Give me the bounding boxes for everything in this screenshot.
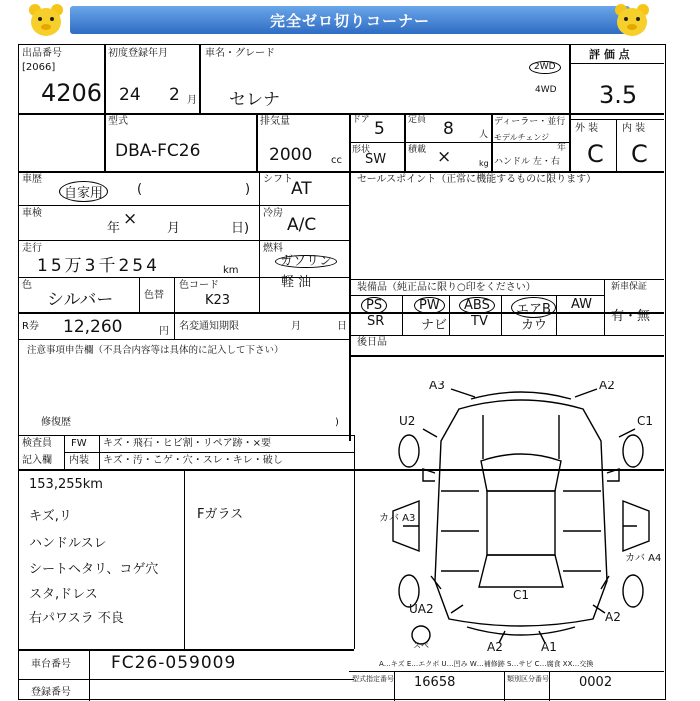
note-line-2: キズ,リ bbox=[29, 509, 72, 524]
damage-mark-left-side: カバ A3 bbox=[379, 513, 416, 524]
displacement-label: 排気量 bbox=[260, 116, 290, 127]
inspector-exterior-items: キズ・飛石・ヒビ割・リペア跡・×要 bbox=[103, 438, 271, 449]
chassis-number: FC26-059009 bbox=[111, 653, 237, 673]
door-value: 5 bbox=[374, 119, 385, 139]
registration-month: 2 bbox=[169, 85, 180, 105]
shift-label: シフト bbox=[263, 174, 293, 185]
drive-2wd: 2WD bbox=[529, 61, 561, 74]
notice-day: 日 bbox=[337, 321, 347, 332]
class-number-label: 類別区分番号 bbox=[507, 675, 549, 683]
damage-legend: A…キズ E…エクボ U…凹み W…補修跡 S…サビ C…腐食 XX…交換 bbox=[379, 660, 594, 668]
fuel-label: 燃料 bbox=[263, 243, 283, 254]
model-change-year: 年 bbox=[557, 143, 567, 153]
load-value: × bbox=[437, 147, 452, 167]
ac-value: A/C bbox=[287, 215, 317, 235]
equip-abs: ABS bbox=[459, 297, 495, 314]
exterior-grade: C bbox=[587, 140, 604, 168]
capacity-label: 定員 bbox=[408, 115, 427, 125]
bear-mascot-icon bbox=[612, 2, 652, 38]
first-registration-label: 初度登録年月 bbox=[108, 48, 168, 59]
repair-history-close: ) bbox=[335, 417, 339, 428]
damage-mark-right-fender: C1 bbox=[637, 414, 654, 428]
load-label: 積載 bbox=[408, 145, 427, 155]
usage-value: 自家用 bbox=[59, 181, 108, 202]
later-items-label: 後日品 bbox=[357, 337, 387, 348]
load-unit: kg bbox=[479, 159, 489, 168]
equip-ps: PS bbox=[361, 297, 387, 314]
shape-value: SW bbox=[365, 152, 387, 167]
new-car-warranty-label: 新車保証 bbox=[611, 282, 648, 292]
equip-sr: SR bbox=[367, 314, 385, 329]
color-code-label: 色コード bbox=[179, 280, 219, 291]
form-number-label: 型式指定番号 bbox=[352, 675, 394, 683]
displacement-unit: cc bbox=[331, 155, 342, 166]
registration-number-label: 登録番号 bbox=[31, 687, 71, 698]
note-line-1: 153,255km bbox=[29, 477, 103, 492]
spare-label: スペ bbox=[413, 641, 429, 650]
chassis-number-label: 車台番号 bbox=[31, 659, 71, 670]
history-label: 車歴 bbox=[22, 174, 42, 185]
sales-point-label: セールスポイント（正常に機能するものに限ります） bbox=[357, 174, 597, 185]
recycle-label: R券 bbox=[22, 321, 39, 332]
fuel-gasoline: ガソリン bbox=[275, 255, 337, 268]
inspection-label: 車検 bbox=[22, 208, 42, 219]
class-number-value: 0002 bbox=[579, 675, 613, 690]
equipment-label: 装備品（純正品に限り○印をください） bbox=[357, 282, 536, 293]
score-label: 評 価 点 bbox=[589, 48, 630, 61]
exterior-label: 外 装 bbox=[575, 123, 599, 134]
registration-month-unit: 月 bbox=[187, 95, 197, 106]
form-number-value: 16658 bbox=[414, 675, 456, 690]
damage-mark-front-right: A2 bbox=[599, 381, 615, 392]
registration-year: 24 bbox=[119, 85, 141, 105]
displacement-value: 2000 bbox=[269, 145, 313, 165]
ac-label: 冷房 bbox=[263, 208, 283, 219]
equip-airbag: エアB bbox=[511, 297, 556, 318]
color-change-label: 色替 bbox=[144, 290, 164, 301]
color-value: シルバー bbox=[47, 290, 114, 310]
mileage-label: 走行 bbox=[22, 243, 42, 254]
equip-navi: ナビ bbox=[421, 318, 448, 333]
lot-sub-number: [2066] bbox=[22, 62, 56, 73]
damage-mark-left-rear: UA2 bbox=[409, 602, 434, 616]
inspector-interior-tag: 内装 bbox=[69, 455, 89, 466]
equip-aw: AW bbox=[571, 297, 593, 312]
warranty-value: 有・無 bbox=[611, 309, 651, 324]
usage-paren-close: ) bbox=[245, 182, 251, 197]
usage-paren-open: ( bbox=[137, 182, 143, 197]
top-banner bbox=[0, 0, 700, 40]
capacity-value: 8 bbox=[443, 119, 454, 139]
note-line-5: スタ,ドレス bbox=[29, 587, 98, 602]
fuel-diesel: 軽 油 bbox=[281, 275, 312, 290]
shift-value: AT bbox=[291, 179, 312, 199]
capacity-unit: 人 bbox=[479, 130, 489, 140]
interior-grade: C bbox=[631, 140, 648, 168]
color-label: 色 bbox=[22, 280, 32, 291]
car-name: セレナ bbox=[229, 90, 280, 110]
door-label: ドア bbox=[352, 115, 370, 125]
equip-pw: PW bbox=[414, 297, 445, 314]
inspection-year: 年 bbox=[107, 221, 121, 236]
interior-label: 内 装 bbox=[622, 123, 646, 134]
note-line-3: ハンドルスレ bbox=[29, 536, 107, 551]
repair-history-label: 修復歴 bbox=[41, 417, 71, 428]
note-line-4: シートヘタリ、コゲ穴 bbox=[29, 562, 159, 577]
lot-number: 4206 bbox=[41, 79, 103, 107]
model-label: 型式 bbox=[108, 116, 128, 127]
banner-title: 完全ゼロ切りコーナー bbox=[70, 6, 630, 34]
bear-mascot-icon bbox=[26, 2, 66, 38]
damage-mark-right-side: カバ A4 bbox=[625, 553, 662, 564]
equip-cow: カウ bbox=[521, 318, 548, 333]
dealer-label: ディーラー・並行 bbox=[494, 117, 566, 127]
model-change-label: モデルチェンジ bbox=[494, 133, 550, 142]
notice-month: 月 bbox=[291, 321, 301, 332]
color-code-value: K23 bbox=[205, 293, 231, 308]
model-code: DBA-FC26 bbox=[115, 141, 201, 161]
recycle-unit: 円 bbox=[159, 326, 169, 337]
damage-mark-front-left: A3 bbox=[429, 381, 445, 392]
mileage-value: 15万3千254 bbox=[37, 256, 160, 276]
entry-label: 記入欄 bbox=[22, 455, 52, 466]
car-name-label: 車名・グレード bbox=[205, 48, 275, 59]
equip-tv: TV bbox=[471, 314, 488, 329]
car-damage-diagram bbox=[379, 381, 664, 651]
inspector-label: 検査員 bbox=[22, 438, 52, 449]
inspection-month: 月 bbox=[167, 221, 181, 236]
lot-number-label: 出品番号 bbox=[22, 48, 62, 59]
note-line-6: 右パワスラ 不良 bbox=[29, 611, 124, 626]
inspector-interior-items: キズ・汚・こゲ・穴・スレ・キレ・破し bbox=[103, 455, 283, 466]
shape-label: 形状 bbox=[352, 145, 371, 155]
auction-sheet bbox=[18, 44, 666, 700]
damage-mark-rear-left: A2 bbox=[487, 640, 503, 651]
score-value: 3.5 bbox=[599, 81, 638, 109]
recycle-value: 12,260 bbox=[63, 317, 123, 337]
damage-mark-left-fender: U2 bbox=[399, 414, 416, 428]
caution-label: 注意事項申告欄（不具合内容等は具体的に記入して下さい） bbox=[27, 345, 284, 356]
drive-4wd: 4WD bbox=[535, 85, 557, 95]
damage-mark-trunk: C1 bbox=[513, 588, 530, 602]
inspection-day: 日) bbox=[231, 221, 250, 236]
mileage-unit: km bbox=[223, 265, 239, 276]
damage-mark-right-rear: A2 bbox=[605, 610, 621, 624]
notice-label: 名変通知期限 bbox=[179, 321, 239, 332]
handle-label: ハンドル 左・右 bbox=[494, 157, 560, 167]
note-front-glass: Fガラス bbox=[197, 507, 244, 522]
inspector-fw-tag: FW bbox=[71, 438, 87, 449]
damage-mark-rear-right: A1 bbox=[541, 640, 557, 651]
inspection-mark: × bbox=[123, 209, 138, 229]
